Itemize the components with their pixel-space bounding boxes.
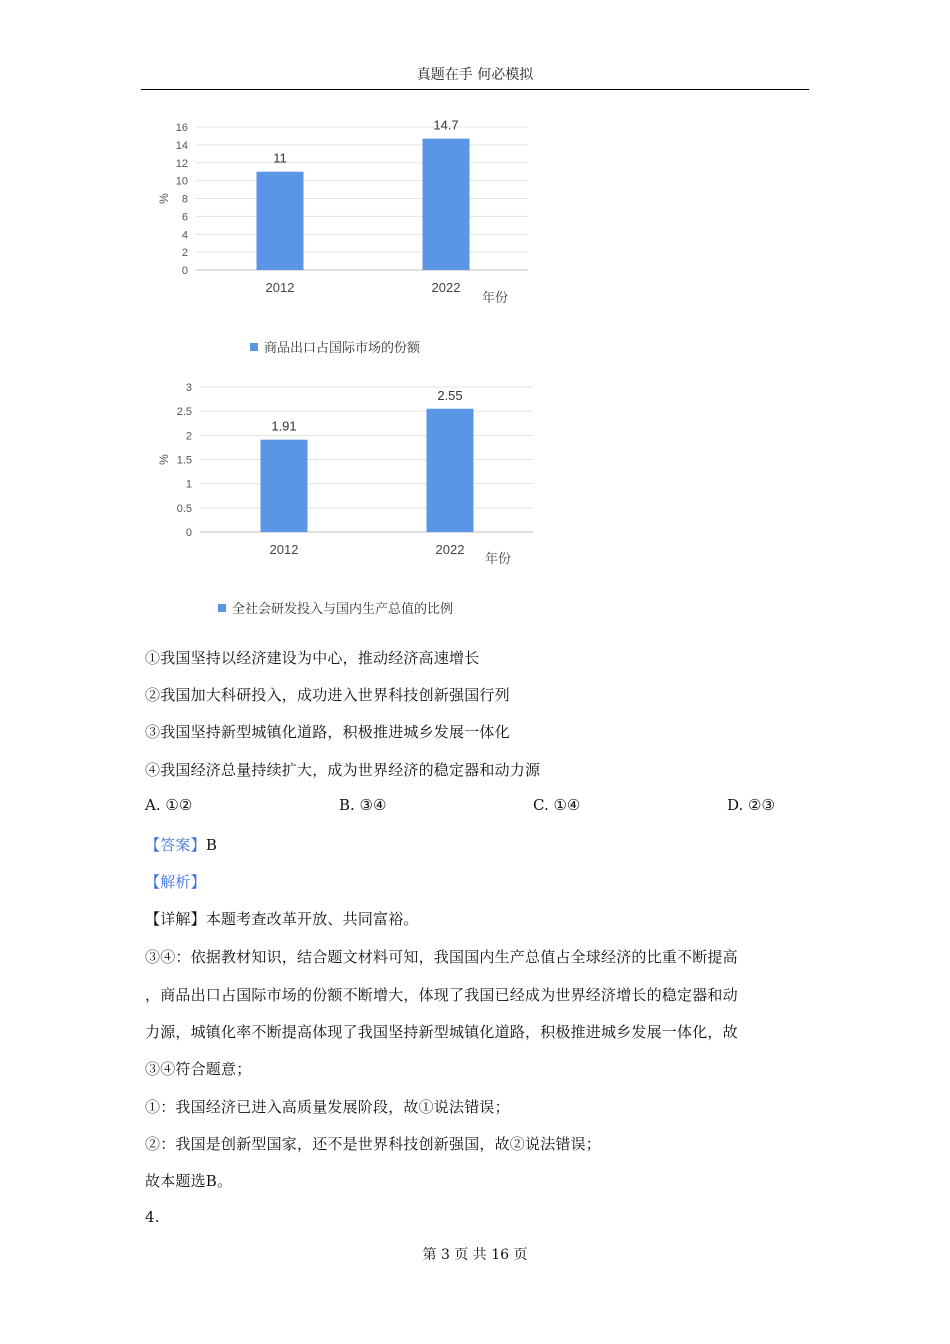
statement-2: ②我国加大科研投入，成功进入世界科技创新强国行列 [145,686,510,704]
data-label: 1.91 [271,418,297,434]
bar-chart-export-share [150,112,550,352]
legend-swatch [250,343,258,351]
analysis-label: 【解析】 [145,873,206,891]
y-tick-label: 2 [181,247,188,260]
y-tick-label: 3 [185,382,192,394]
bar [257,172,304,270]
detail-line: ③④符合题意； [145,1060,252,1078]
detail-line: ①：我国经济已进入高质量发展阶段，故①说法错误； [145,1098,510,1116]
y-tick-label: 14 [175,139,188,152]
answer-value: B [205,836,218,854]
bar [427,409,474,532]
y-tick-label: 4 [181,229,188,242]
statement-1: ①我国坚持以经济建设为中心，推动经济高速增长 [145,649,480,667]
x-axis-label: 年份 [481,290,509,305]
x-tick-label: 2012 [269,542,299,557]
bar-chart-rd-ratio [150,373,550,613]
analysis-line [145,871,206,892]
y-tick-label: 2 [185,430,192,443]
y-tick-label: 0 [181,265,188,277]
y-axis-label: % [157,193,171,204]
bar [261,440,308,532]
y-axis-label: % [157,454,171,465]
y-tick-label: 12 [175,157,188,170]
detail-label: 【详解】 [145,910,206,928]
y-tick-label: 0 [185,527,192,539]
detail-line: ③④：依据教材知识，结合题文材料可知，我国国内生产总值占全球经济的比重不断提高 [145,948,738,966]
detail-line: 力源，城镇化率不断提高体现了我国坚持新型城镇化道路，积极推进城乡发展一体化，故 [145,1023,738,1041]
header-title: 真题在手 何必模拟 [416,67,534,83]
bar [423,139,470,270]
statement-3: ③我国坚持新型城镇化道路，积极推进城乡发展一体化 [145,723,510,741]
x-axis-label: 年份 [484,551,512,566]
detail-line: ②：我国是创新型国家，还不是世界科技创新强国，故②说法错误； [145,1135,602,1153]
legend-label: 商品出口占国际市场的份额 [264,341,421,356]
statement-4: ④我国经济总量持续扩大，成为世界经济的稳定器和动力源 [145,761,541,779]
detail-line: 故本题选B。 [145,1172,233,1190]
option-b: B. ③④ [339,796,387,814]
option-d: D. ②③ [727,796,775,814]
option-c: C. ①④ [533,796,581,814]
y-tick-label: 2.5 [176,406,192,419]
data-label: 14.7 [433,117,459,133]
data-label: 11 [273,150,287,166]
chart-legend-export-share [250,337,420,356]
y-tick-label: 0.5 [176,502,192,515]
legend-swatch [218,604,226,612]
x-tick-label: 2012 [265,280,295,295]
y-tick-label: 16 [175,122,188,134]
y-tick-label: 10 [175,175,188,188]
data-label: 2.55 [437,387,463,403]
answer-label: 【答案】 [145,836,206,854]
chart-legend-rd-ratio [218,598,453,617]
answer-line [145,834,217,855]
option-a: A. ①② [145,796,193,814]
x-tick-label: 2022 [431,280,461,295]
y-tick-label: 1 [185,478,192,491]
detail-line: ，商品出口占国际市场的份额不断增大，体现了我国已经成为世界经济增长的稳定器和动 [145,986,738,1004]
y-tick-label: 1.5 [176,454,192,467]
y-tick-label: 8 [181,193,188,206]
legend-label: 全社会研发投入与国内生产总值的比例 [232,602,454,617]
y-tick-label: 6 [181,211,188,224]
page-footer: 第 3 页 共 16 页 [422,1247,528,1263]
header-divider [141,89,809,90]
next-question-number: 4. [145,1208,160,1226]
detail-intro-line [145,908,419,929]
x-tick-label: 2022 [435,542,465,557]
detail-intro: 本题考查改革开放、共同富裕。 [205,910,419,928]
